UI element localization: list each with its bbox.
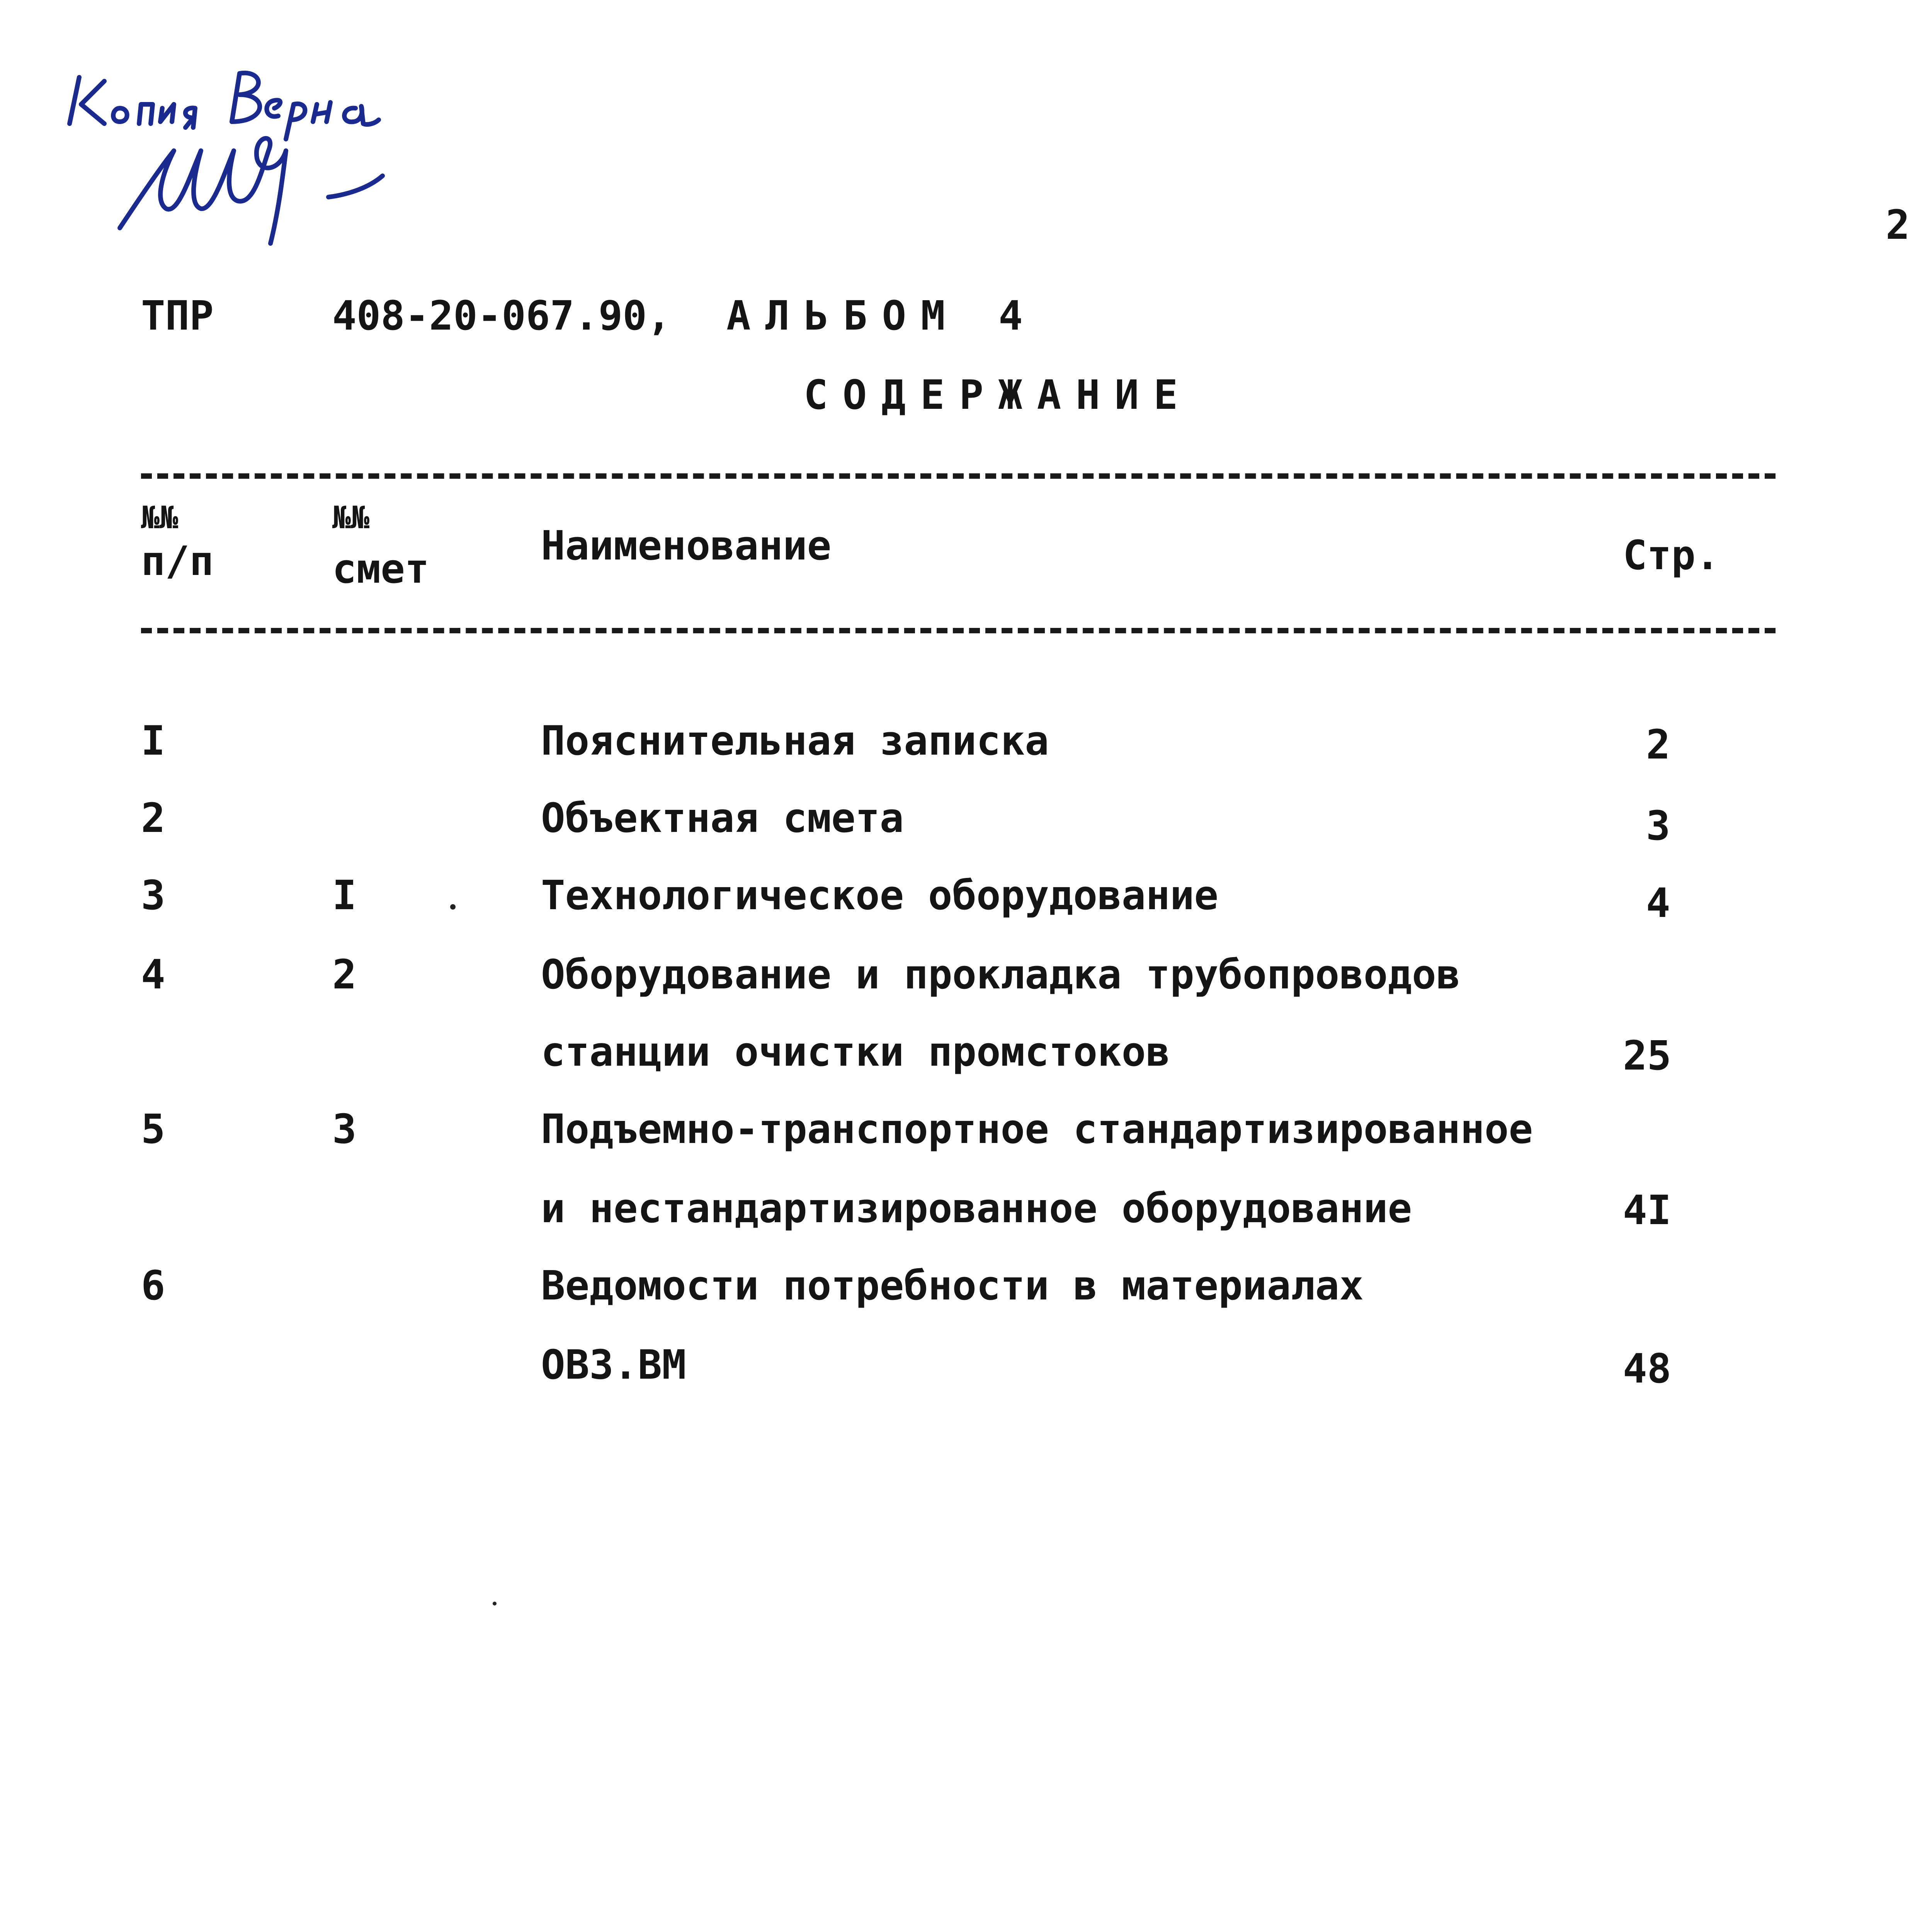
row-name-line: Ведомости потребности в материалах	[541, 1262, 1364, 1309]
row-num: 4	[141, 951, 165, 998]
document-title: СОДЕРЖАНИЕ	[804, 371, 1193, 418]
row-name-line: Объектная смета	[541, 794, 904, 842]
row-page: 4	[1646, 879, 1670, 927]
handwritten-certification	[58, 46, 464, 263]
row-name-line: и нестандартизированное оборудование	[541, 1185, 1412, 1232]
row-name-line: Пояснительная записка	[541, 717, 1049, 764]
col-name-header: Наименование	[541, 522, 832, 569]
row-estimate: 3	[332, 1105, 357, 1153]
row-page: 2	[1646, 721, 1670, 768]
row-num: 3	[141, 872, 165, 919]
row-page: 48	[1623, 1345, 1672, 1392]
col-page-header: Стр.	[1623, 532, 1720, 579]
row-num: 5	[141, 1105, 165, 1153]
row-estimate: 2	[332, 951, 357, 998]
row-name-line: ОВЗ.ВМ	[541, 1341, 686, 1388]
col-estimate-header-line1: №№	[332, 500, 370, 536]
row-name-line: Оборудование и прокладка трубопроводов	[541, 951, 1461, 998]
row-estimate: I	[332, 872, 357, 919]
row-page: 3	[1646, 802, 1670, 849]
col-num-header-line1: №№	[141, 500, 179, 536]
row-name-line: Подъемно-транспортное стандартизированное	[541, 1105, 1533, 1153]
row-num: I	[141, 717, 165, 764]
row-page: 25	[1623, 1032, 1672, 1079]
stray-mark	[450, 904, 456, 910]
col-estimate-header-line2: смет	[332, 545, 429, 592]
page-number: 2	[1886, 201, 1910, 248]
table-top-rule	[141, 473, 1776, 479]
series-code: ТПР	[141, 292, 214, 339]
table-header-rule	[141, 628, 1776, 633]
row-name-line: Технологическое оборудование	[541, 872, 1219, 919]
project-code: 408-20-067.90,	[332, 292, 671, 339]
col-num-header-line2: п/п	[141, 537, 214, 585]
row-name-line: станции очистки промстоков	[541, 1028, 1170, 1075]
row-page: 4I	[1623, 1187, 1672, 1234]
album-label: АЛЬБОМ 4	[726, 292, 1037, 339]
row-num: 2	[141, 794, 165, 842]
scan-speck	[493, 1602, 497, 1605]
row-num: 6	[141, 1262, 165, 1309]
